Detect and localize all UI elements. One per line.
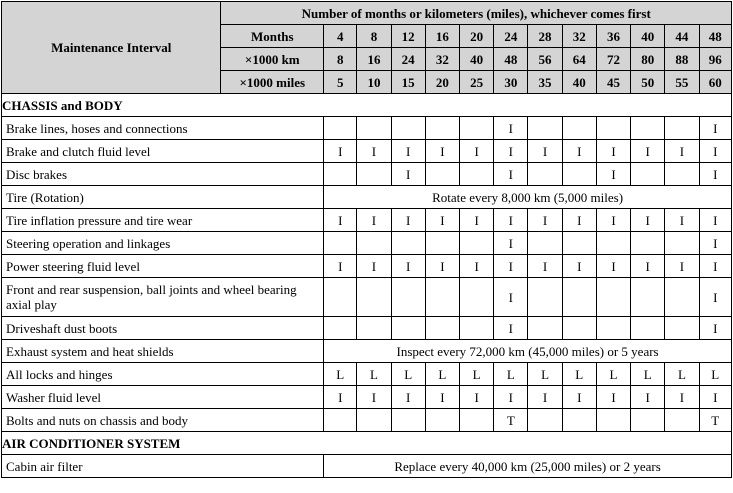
header-value-cell: 30 xyxy=(494,71,528,94)
maintenance-item-name: Tire inflation pressure and tire wear xyxy=(2,209,324,232)
table-row xyxy=(2,278,732,317)
header-row-top xyxy=(2,2,732,25)
schedule-cell: I xyxy=(699,140,731,163)
schedule-cell: I xyxy=(494,255,528,278)
header-value-cell: 45 xyxy=(596,71,630,94)
schedule-cell: L xyxy=(425,363,459,386)
header-value-cell: 44 xyxy=(665,25,699,48)
schedule-cell xyxy=(528,278,562,317)
schedule-cell: I xyxy=(596,163,630,186)
schedule-cell xyxy=(425,278,459,317)
schedule-cell: I xyxy=(357,209,391,232)
schedule-cell xyxy=(562,163,596,186)
schedule-cell: L xyxy=(699,363,731,386)
schedule-cell: I xyxy=(528,386,562,409)
table-row xyxy=(2,317,732,340)
schedule-cell: I xyxy=(699,386,731,409)
table-row xyxy=(2,409,732,432)
section-title: AIR CONDITIONER SYSTEM xyxy=(2,432,732,455)
schedule-cell: L xyxy=(357,363,391,386)
table-row xyxy=(2,117,732,140)
schedule-cell: I xyxy=(665,209,699,232)
schedule-cell: I xyxy=(460,386,494,409)
schedule-cell: I xyxy=(357,255,391,278)
schedule-cell xyxy=(528,232,562,255)
schedule-cell xyxy=(596,317,630,340)
schedule-cell: I xyxy=(425,386,459,409)
schedule-cell: I xyxy=(699,209,731,232)
schedule-cell: I xyxy=(494,317,528,340)
schedule-cell xyxy=(425,117,459,140)
schedule-cell xyxy=(665,163,699,186)
schedule-cell: I xyxy=(494,278,528,317)
schedule-cell xyxy=(357,317,391,340)
schedule-cell xyxy=(460,317,494,340)
schedule-cell xyxy=(665,409,699,432)
schedule-cell xyxy=(460,278,494,317)
header-value-cell: 5 xyxy=(324,71,357,94)
schedule-cell: I xyxy=(699,278,731,317)
schedule-cell xyxy=(460,232,494,255)
interval-top-header: Number of months or kilometers (miles), whichever comes first xyxy=(221,2,732,25)
schedule-cell xyxy=(324,232,357,255)
header-value-cell: 96 xyxy=(699,48,731,71)
maintenance-item-name: Tire (Rotation) xyxy=(2,186,324,209)
schedule-cell xyxy=(665,317,699,340)
table-row xyxy=(2,455,732,478)
schedule-cell: I xyxy=(699,232,731,255)
header-value-cell: 24 xyxy=(391,48,425,71)
schedule-cell xyxy=(528,163,562,186)
schedule-cell: I xyxy=(665,140,699,163)
schedule-cell: T xyxy=(494,409,528,432)
schedule-cell xyxy=(562,409,596,432)
interval-note-cell: Inspect every 72,000 km (45,000 miles) or 5 years xyxy=(324,340,732,363)
header-value-cell: 10 xyxy=(357,71,391,94)
schedule-cell: I xyxy=(494,209,528,232)
schedule-cell xyxy=(357,232,391,255)
schedule-cell: L xyxy=(665,363,699,386)
header-value-cell: 15 xyxy=(391,71,425,94)
schedule-cell xyxy=(324,163,357,186)
schedule-cell: I xyxy=(425,255,459,278)
schedule-cell xyxy=(631,317,665,340)
schedule-cell: L xyxy=(596,363,630,386)
maintenance-item-name: Front and rear suspension, ball joints and wheel bearing axial play xyxy=(2,278,324,317)
schedule-cell: I xyxy=(357,386,391,409)
schedule-cell: I xyxy=(528,255,562,278)
maintenance-item-name: Driveshaft dust boots xyxy=(2,317,324,340)
schedule-cell: I xyxy=(391,386,425,409)
schedule-cell xyxy=(562,278,596,317)
schedule-cell xyxy=(460,409,494,432)
schedule-cell xyxy=(460,117,494,140)
schedule-cell xyxy=(631,409,665,432)
header-value-cell: 36 xyxy=(596,25,630,48)
schedule-cell: L xyxy=(528,363,562,386)
schedule-cell xyxy=(324,317,357,340)
schedule-cell: I xyxy=(699,163,731,186)
schedule-cell: I xyxy=(596,209,630,232)
header-unit-label: ×1000 miles xyxy=(221,71,324,94)
schedule-cell: L xyxy=(460,363,494,386)
header-value-cell: 20 xyxy=(425,71,459,94)
schedule-cell: T xyxy=(699,409,731,432)
table-row xyxy=(2,363,732,386)
schedule-cell: I xyxy=(494,140,528,163)
schedule-cell xyxy=(391,278,425,317)
schedule-cell xyxy=(631,232,665,255)
section-header-row xyxy=(2,94,732,117)
header-unit-label: Months xyxy=(221,25,324,48)
table-row xyxy=(2,255,732,278)
header-unit-label: ×1000 km xyxy=(221,48,324,71)
schedule-cell xyxy=(324,278,357,317)
schedule-cell xyxy=(391,117,425,140)
header-value-cell: 40 xyxy=(460,48,494,71)
schedule-cell xyxy=(357,409,391,432)
schedule-cell: I xyxy=(665,386,699,409)
schedule-cell xyxy=(665,232,699,255)
schedule-cell xyxy=(460,163,494,186)
schedule-cell xyxy=(425,232,459,255)
schedule-cell xyxy=(391,232,425,255)
schedule-cell: I xyxy=(324,209,357,232)
schedule-cell: I xyxy=(528,140,562,163)
table-row xyxy=(2,386,732,409)
schedule-cell xyxy=(324,117,357,140)
maintenance-item-name: Washer fluid level xyxy=(2,386,324,409)
header-value-cell: 64 xyxy=(562,48,596,71)
schedule-cell xyxy=(562,317,596,340)
schedule-cell: I xyxy=(425,209,459,232)
schedule-cell xyxy=(631,117,665,140)
schedule-cell: I xyxy=(562,140,596,163)
schedule-cell: I xyxy=(494,386,528,409)
maintenance-item-name: Power steering fluid level xyxy=(2,255,324,278)
schedule-cell xyxy=(596,232,630,255)
schedule-cell xyxy=(324,409,357,432)
schedule-cell xyxy=(425,409,459,432)
header-value-cell: 40 xyxy=(562,71,596,94)
schedule-cell xyxy=(596,117,630,140)
header-value-cell: 16 xyxy=(425,25,459,48)
schedule-cell: I xyxy=(631,140,665,163)
schedule-cell: I xyxy=(324,255,357,278)
header-value-cell: 40 xyxy=(631,25,665,48)
schedule-cell: L xyxy=(494,363,528,386)
schedule-cell: I xyxy=(460,140,494,163)
schedule-cell xyxy=(528,317,562,340)
schedule-cell xyxy=(596,278,630,317)
schedule-cell: I xyxy=(699,117,731,140)
schedule-cell: I xyxy=(528,209,562,232)
schedule-cell xyxy=(528,117,562,140)
schedule-cell xyxy=(357,278,391,317)
schedule-cell: I xyxy=(699,317,731,340)
header-value-cell: 32 xyxy=(425,48,459,71)
schedule-cell: I xyxy=(460,255,494,278)
maintenance-item-name: Disc brakes xyxy=(2,163,324,186)
schedule-cell: I xyxy=(494,163,528,186)
interval-note-cell: Rotate every 8,000 km (5,000 miles) xyxy=(324,186,732,209)
maintenance-interval-header: Maintenance Interval xyxy=(2,2,221,94)
schedule-cell: I xyxy=(324,140,357,163)
header-value-cell: 56 xyxy=(528,48,562,71)
header-value-cell: 48 xyxy=(699,25,731,48)
schedule-cell: I xyxy=(631,386,665,409)
schedule-cell xyxy=(631,278,665,317)
table-row xyxy=(2,209,732,232)
header-value-cell: 8 xyxy=(324,48,357,71)
header-value-cell: 88 xyxy=(665,48,699,71)
header-value-cell: 60 xyxy=(699,71,731,94)
header-value-cell: 24 xyxy=(494,25,528,48)
schedule-cell: I xyxy=(324,386,357,409)
header-value-cell: 16 xyxy=(357,48,391,71)
section-header-row xyxy=(2,432,732,455)
maintenance-item-name: Cabin air filter xyxy=(2,455,324,478)
schedule-cell xyxy=(425,163,459,186)
schedule-cell xyxy=(665,278,699,317)
table-row xyxy=(2,232,732,255)
header-value-cell: 28 xyxy=(528,25,562,48)
header-value-cell: 50 xyxy=(631,71,665,94)
schedule-cell: I xyxy=(699,255,731,278)
schedule-cell xyxy=(665,117,699,140)
schedule-cell: I xyxy=(391,209,425,232)
table-row xyxy=(2,163,732,186)
schedule-cell: I xyxy=(494,117,528,140)
schedule-cell: I xyxy=(596,386,630,409)
schedule-cell: I xyxy=(596,255,630,278)
section-title: CHASSIS and BODY xyxy=(2,94,732,117)
schedule-cell xyxy=(562,117,596,140)
schedule-cell xyxy=(562,232,596,255)
schedule-cell xyxy=(528,409,562,432)
schedule-cell xyxy=(357,163,391,186)
schedule-cell: L xyxy=(324,363,357,386)
header-value-cell: 72 xyxy=(596,48,630,71)
schedule-cell xyxy=(357,117,391,140)
header-value-cell: 35 xyxy=(528,71,562,94)
schedule-cell: I xyxy=(494,232,528,255)
maintenance-item-name: Exhaust system and heat shields xyxy=(2,340,324,363)
header-value-cell: 48 xyxy=(494,48,528,71)
table-row xyxy=(2,140,732,163)
schedule-cell: I xyxy=(562,209,596,232)
schedule-cell: I xyxy=(562,386,596,409)
schedule-cell: I xyxy=(425,140,459,163)
header-value-cell: 25 xyxy=(460,71,494,94)
header-value-cell: 20 xyxy=(460,25,494,48)
maintenance-item-name: Brake and clutch fluid level xyxy=(2,140,324,163)
schedule-cell: I xyxy=(391,255,425,278)
schedule-cell xyxy=(596,409,630,432)
schedule-cell: I xyxy=(391,163,425,186)
header-value-cell: 4 xyxy=(324,25,357,48)
maintenance-schedule-table xyxy=(1,1,732,478)
header-value-cell: 80 xyxy=(631,48,665,71)
header-value-cell: 12 xyxy=(391,25,425,48)
schedule-cell: I xyxy=(562,255,596,278)
schedule-cell xyxy=(391,317,425,340)
header-value-cell: 8 xyxy=(357,25,391,48)
header-value-cell: 32 xyxy=(562,25,596,48)
schedule-cell: I xyxy=(631,255,665,278)
maintenance-item-name: Steering operation and linkages xyxy=(2,232,324,255)
maintenance-item-name: All locks and hinges xyxy=(2,363,324,386)
schedule-cell: L xyxy=(391,363,425,386)
schedule-cell: L xyxy=(631,363,665,386)
table-row xyxy=(2,186,732,209)
schedule-cell: I xyxy=(391,140,425,163)
header-value-cell: 55 xyxy=(665,71,699,94)
maintenance-item-name: Bolts and nuts on chassis and body xyxy=(2,409,324,432)
schedule-cell xyxy=(631,163,665,186)
maintenance-item-name: Brake lines, hoses and connections xyxy=(2,117,324,140)
schedule-cell xyxy=(425,317,459,340)
schedule-cell: I xyxy=(357,140,391,163)
interval-note-cell: Replace every 40,000 km (25,000 miles) or 2 years xyxy=(324,455,732,478)
schedule-cell: I xyxy=(460,209,494,232)
schedule-cell: I xyxy=(596,140,630,163)
schedule-cell: I xyxy=(665,255,699,278)
schedule-cell: L xyxy=(562,363,596,386)
schedule-body xyxy=(2,2,732,478)
table-row xyxy=(2,340,732,363)
schedule-cell: I xyxy=(631,209,665,232)
schedule-cell xyxy=(391,409,425,432)
